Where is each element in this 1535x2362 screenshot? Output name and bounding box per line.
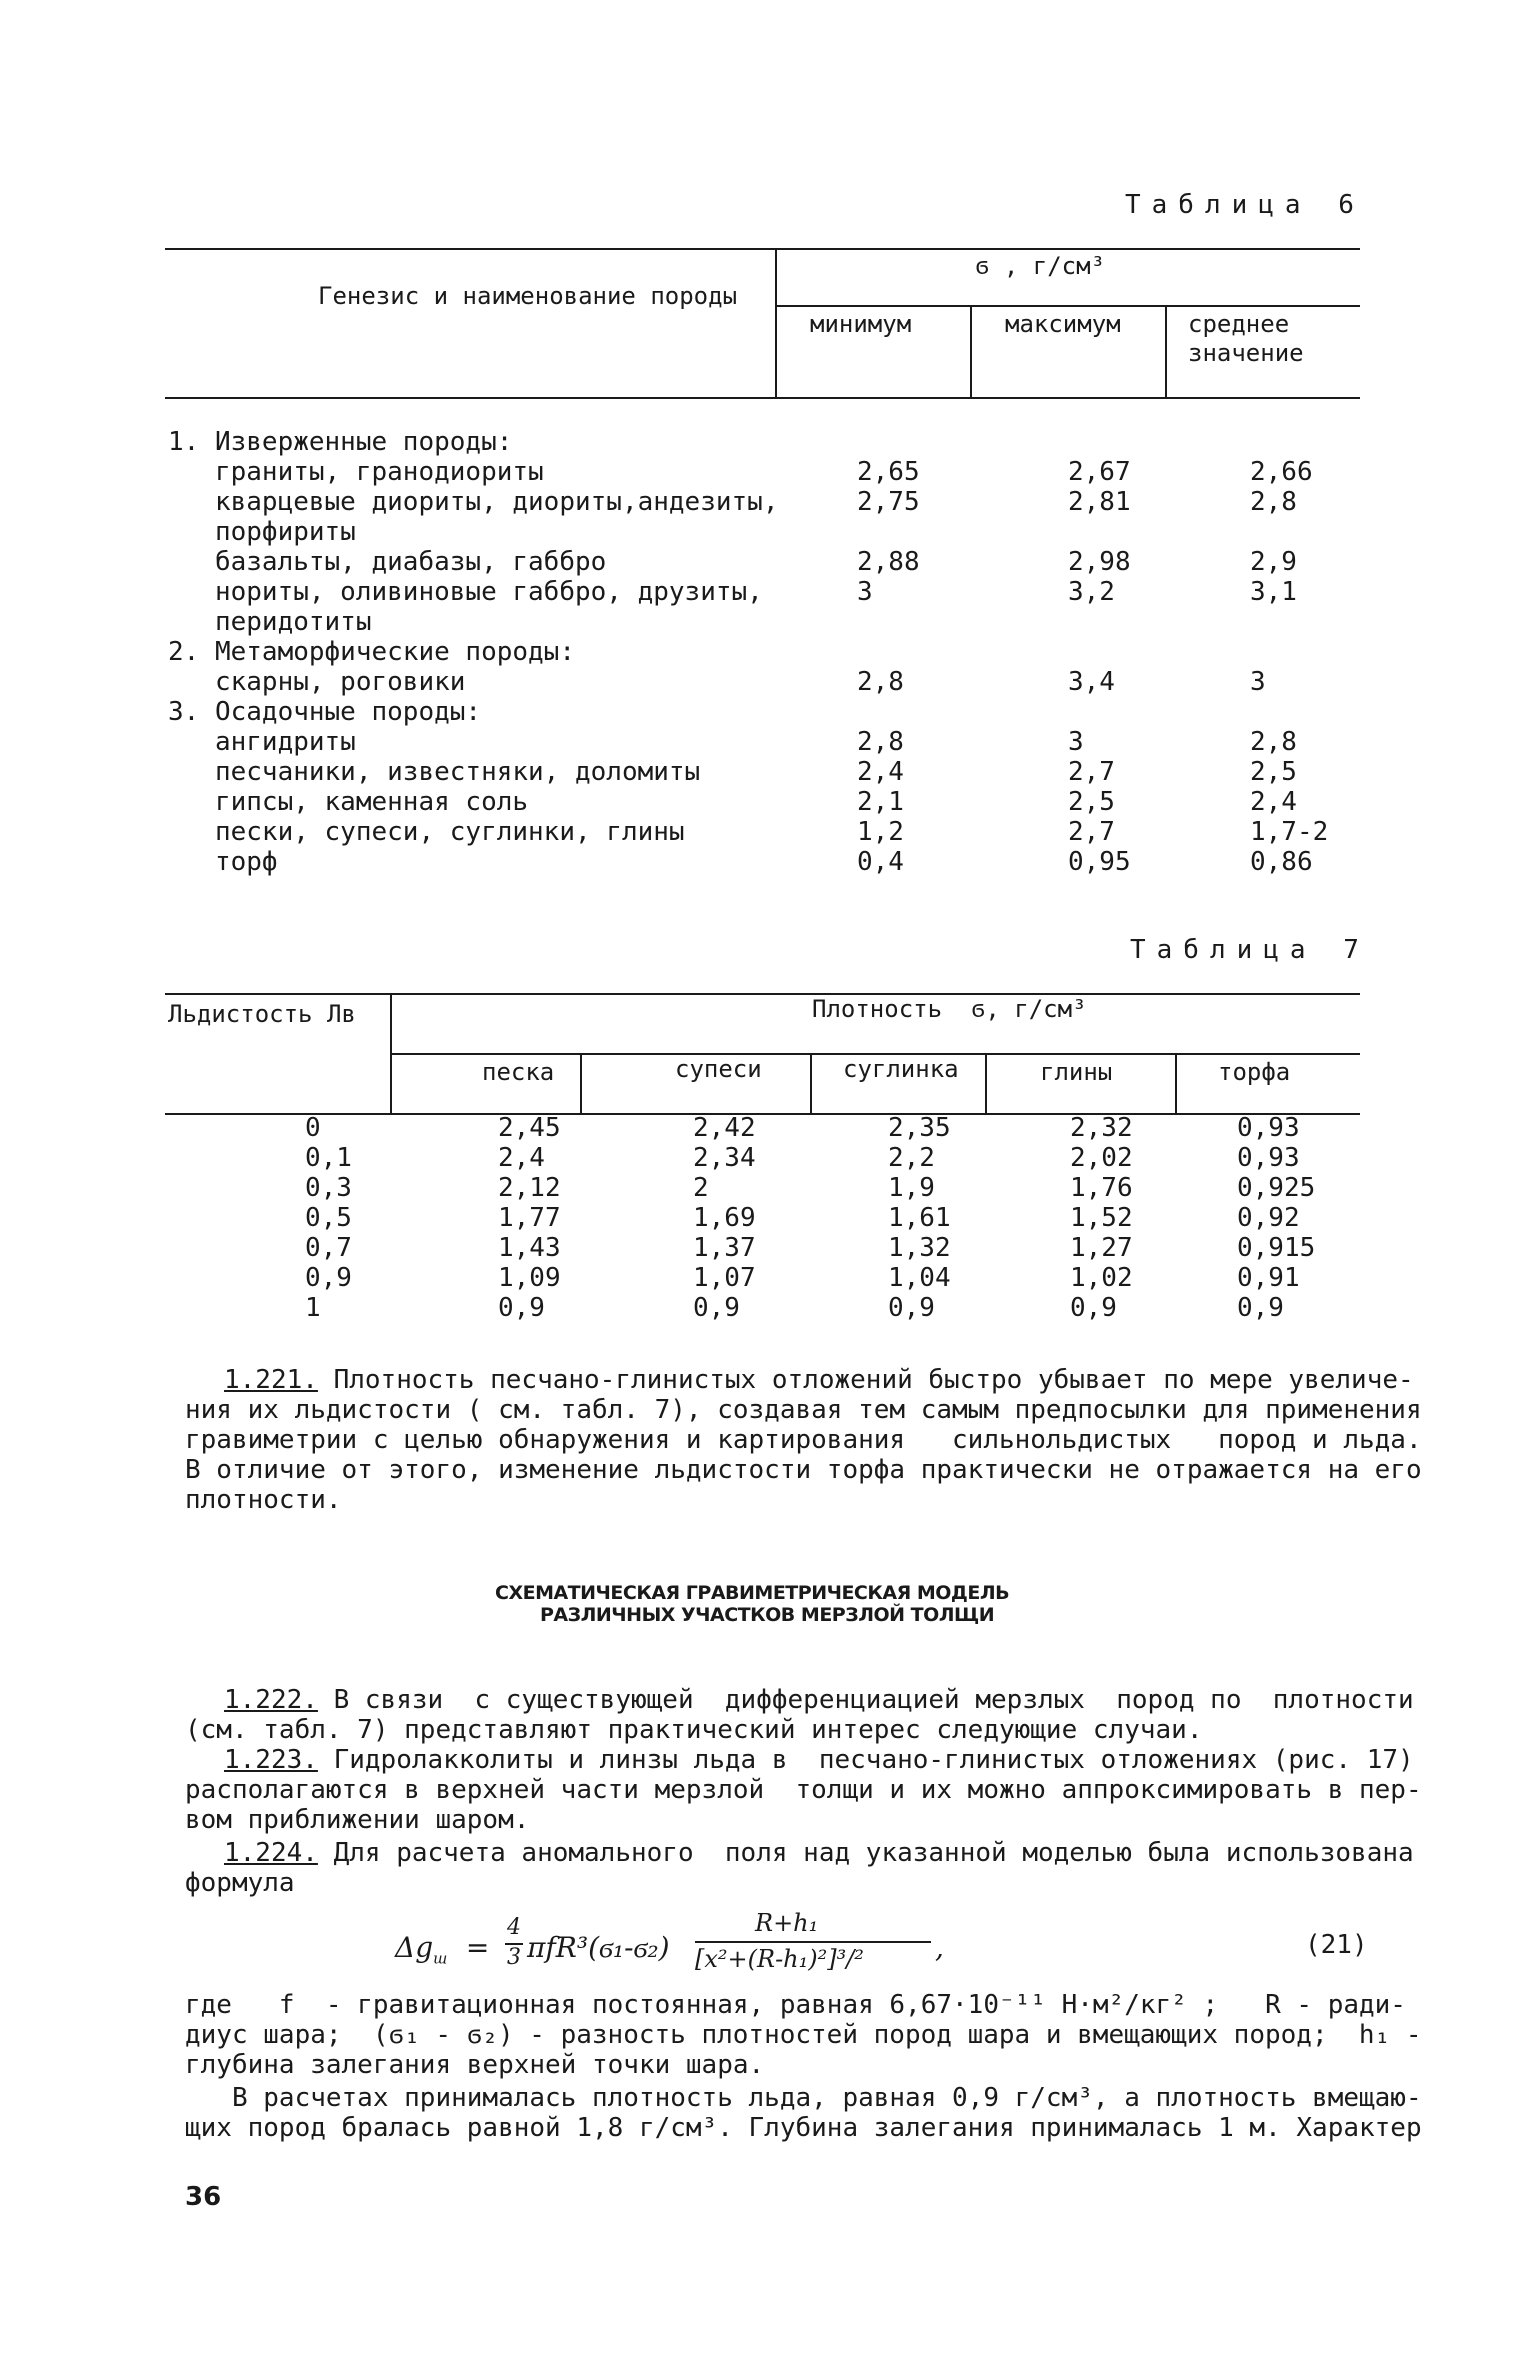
table6-row-label: перидотиты <box>168 607 372 637</box>
table7-cell-ice: 0,3 <box>305 1173 352 1203</box>
table7-vline-5 <box>1175 1053 1177 1115</box>
formula-number: (21) <box>1305 1930 1368 1960</box>
table6-col-min: минимум <box>810 310 912 338</box>
table6-cell-max: 2,7 <box>1068 817 1115 847</box>
table6-cell-avg: 2,8 <box>1250 487 1297 517</box>
table6-vline-3 <box>1165 305 1167 398</box>
formula-frac-den: 3 <box>507 1945 521 1970</box>
table6-cell-max: 2,5 <box>1068 787 1115 817</box>
table6-cell-max: 3,4 <box>1068 667 1115 697</box>
table6-row-label: ангидриты <box>168 727 356 757</box>
table7-cell-sandy-loam: 2,34 <box>693 1143 756 1173</box>
para224-text-1: Для расчета аномального поля над указанной моделью была использована <box>317 1838 1414 1868</box>
para224-line-2: формула <box>185 1868 295 1898</box>
table6-row-label: пески, супеси, суглинки, глины <box>168 817 685 847</box>
table6-vline-2 <box>970 305 972 398</box>
table7-cell-sandy-loam: 2 <box>693 1173 709 1203</box>
formula-equals: = <box>457 1931 499 1964</box>
table6-cell-min: 1,2 <box>857 817 904 847</box>
table7-col-sandy-loam: супеси <box>675 1055 762 1083</box>
table7-cell-ice: 0,5 <box>305 1203 352 1233</box>
table6-row-label: граниты, гранодиориты <box>168 457 544 487</box>
table6-cell-max: 2,81 <box>1068 487 1131 517</box>
table7-vline-3 <box>810 1053 812 1115</box>
table6-row-label: кварцевые диориты, диориты,андезиты, <box>168 487 779 517</box>
table6-cell-max: 2,67 <box>1068 457 1131 487</box>
table6-cell-avg: 1,7-2 <box>1250 817 1329 847</box>
table7-cell-clay: 1,27 <box>1070 1233 1133 1263</box>
para223-line-2: располагаются в верхней части мерзлой толщи и их можно аппроксимировать в пер- <box>185 1775 1422 1805</box>
table7-col-sand: песка <box>482 1058 555 1086</box>
table7-cell-clay: 2,32 <box>1070 1113 1133 1143</box>
table7-col-ice: Льдистость Лв <box>168 1000 356 1028</box>
para222-text-1: В связи с существующей дифференциацией мерзлых пород по плотности <box>317 1685 1414 1715</box>
table6-row-label: песчаники, известняки, доломиты <box>168 757 701 787</box>
table7-cell-clay: 1,76 <box>1070 1173 1133 1203</box>
formula-frac-num: 4 <box>507 1915 521 1940</box>
para224-number: 1.224. <box>224 1838 318 1868</box>
table7-cell-peat: 0,925 <box>1237 1173 1316 1203</box>
para221-line-4: В отличие от этого, изменение льдистости торфа практически не отражается на его <box>185 1455 1422 1485</box>
table6-row-label: базальты, диабазы, габбро <box>168 547 607 577</box>
table7-cell-peat: 0,92 <box>1237 1203 1300 1233</box>
table6-cell-min: 2,1 <box>857 787 904 817</box>
para221-text-1: Плотность песчано-глинистых отложений быстро убывает по мере увеличе- <box>317 1365 1414 1395</box>
table6-cell-min: 2,4 <box>857 757 904 787</box>
table6-cell-avg: 2,4 <box>1250 787 1297 817</box>
page-number: 36 <box>185 2182 222 2212</box>
table7-cell-sand: 1,09 <box>498 1263 561 1293</box>
table7-cell-loam: 0,9 <box>888 1293 935 1323</box>
table6-cell-min: 3 <box>857 577 873 607</box>
para-last-line-2: щих пород бралась равной 1,8 г/см³. Глубина залегания принималась 1 м. Характер <box>185 2113 1422 2143</box>
para223-number: 1.223. <box>224 1745 318 1775</box>
table6-row-label: скарны, роговики <box>168 667 466 697</box>
table7-cell-sandy-loam: 1,37 <box>693 1233 756 1263</box>
table6-cell-max: 2,98 <box>1068 547 1131 577</box>
table7-cell-loam: 2,2 <box>888 1143 935 1173</box>
table6-row-label: 3. Осадочные породы: <box>168 697 482 727</box>
table7-cell-sand: 0,9 <box>498 1293 545 1323</box>
table7-cell-loam: 1,32 <box>888 1233 951 1263</box>
formula-body: πfR³(ϭ₁-ϭ₂) <box>527 1931 670 1964</box>
table7-vline-4 <box>985 1053 987 1115</box>
table7-cell-peat: 0,93 <box>1237 1143 1300 1173</box>
table6-col-avg-1: среднее <box>1188 310 1290 338</box>
table7-vline-1 <box>390 993 392 1115</box>
table7-cell-sand: 1,77 <box>498 1203 561 1233</box>
table7-cell-sandy-loam: 2,42 <box>693 1113 756 1143</box>
para221-number: 1.221. <box>224 1365 318 1395</box>
table7-cell-ice: 0 <box>305 1113 321 1143</box>
table6-cell-min: 2,75 <box>857 487 920 517</box>
para222-line-2: (см. табл. 7) представляют практический интерес следующие случаи. <box>185 1715 1203 1745</box>
table6-cell-avg: 3 <box>1250 667 1266 697</box>
table6-title: Таблица 6 <box>1125 190 1365 220</box>
para-last-line-1: В расчетах принималась плотность льда, равная 0,9 г/см³, а плотность вмещаю- <box>185 2083 1422 2113</box>
table6-cell-avg: 2,66 <box>1250 457 1313 487</box>
table7-cell-loam: 1,9 <box>888 1173 935 1203</box>
table6-header-bottom-rule <box>165 397 1360 399</box>
para222-line-1 <box>224 1685 1414 1715</box>
table6-cell-avg: 0,86 <box>1250 847 1313 877</box>
table7-col-peat: торфа <box>1218 1058 1291 1086</box>
table6-cell-max: 3,2 <box>1068 577 1115 607</box>
formula-tail: , <box>935 1931 944 1964</box>
table7-cell-sandy-loam: 1,07 <box>693 1263 756 1293</box>
section-heading-line-1: СХЕМАТИЧЕСКАЯ ГРАВИМЕТРИЧЕСКАЯ МОДЕЛЬ <box>495 1582 1010 1604</box>
para224-line-1 <box>224 1838 1414 1868</box>
table7-cell-sand: 2,4 <box>498 1143 545 1173</box>
table6-col-max: максимум <box>1005 310 1121 338</box>
where-line-1: где f - гравитационная постоянная, равная 6,67·10⁻¹¹ Н·м²/кг² ; R - ради- <box>185 1990 1406 2020</box>
table6-cell-min: 2,65 <box>857 457 920 487</box>
table7-cell-peat: 0,9 <box>1237 1293 1284 1323</box>
table6-row-label: торф <box>168 847 278 877</box>
table7-title: Таблица 7 <box>1130 935 1370 965</box>
para221-line-2: ния их льдистости ( см. табл. 7), создавая тем самым предпосылки для применения <box>185 1395 1422 1425</box>
table7-top-rule <box>165 993 1360 995</box>
section-heading-line-2: РАЗЛИЧНЫХ УЧАСТКОВ МЕРЗЛОЙ ТОЛЩИ <box>540 1604 995 1626</box>
table7-col-loam: суглинка <box>843 1055 959 1083</box>
where-line-3: глубина залегания верхней точки шара. <box>185 2050 765 2080</box>
para222-number: 1.222. <box>224 1685 318 1715</box>
table6-row-label: порфириты <box>168 517 356 547</box>
table6-row-label: 1. Изверженные породы: <box>168 427 513 457</box>
formula-rhs-bar <box>695 1941 931 1943</box>
table7-cell-sand: 1,43 <box>498 1233 561 1263</box>
formula-rhs-num: R+h₁ <box>755 1909 819 1937</box>
table6-col-rho: ϭ , г/см³ <box>975 252 1105 280</box>
table6-col-main: Генезис и наименование породы <box>318 282 738 310</box>
table6-subheader-rule <box>775 305 1360 307</box>
table7-cell-ice: 0,7 <box>305 1233 352 1263</box>
table7-col-clay: глины <box>1040 1058 1113 1086</box>
table6-cell-min: 2,88 <box>857 547 920 577</box>
table6-cell-max: 2,7 <box>1068 757 1115 787</box>
table6-row-label: 2. Метаморфические породы: <box>168 637 575 667</box>
para223-text-1: Гидролакколиты и линзы льда в песчано-глинистых отложениях (рис. 17) <box>317 1745 1414 1775</box>
table7-vline-2 <box>580 1053 582 1115</box>
table7-cell-sandy-loam: 0,9 <box>693 1293 740 1323</box>
table7-cell-ice: 0,9 <box>305 1263 352 1293</box>
table6-cell-avg: 2,8 <box>1250 727 1297 757</box>
table7-cell-clay: 1,02 <box>1070 1263 1133 1293</box>
para221-line-3: гравиметрии с целью обнаружения и картирования сильнольдистых пород и льда. <box>185 1425 1422 1455</box>
table7-header-bottom-rule <box>165 1113 1360 1115</box>
table6-cell-avg: 2,5 <box>1250 757 1297 787</box>
table7-cell-peat: 0,915 <box>1237 1233 1316 1263</box>
table6-cell-avg: 3,1 <box>1250 577 1297 607</box>
formula-lhs: $\Delta g_ш$ <box>395 1931 448 1968</box>
table6-cell-max: 0,95 <box>1068 847 1131 877</box>
table7-cell-loam: 1,61 <box>888 1203 951 1233</box>
table6-row-label: гипсы, каменная соль <box>168 787 529 817</box>
table7-cell-clay: 0,9 <box>1070 1293 1117 1323</box>
table7-cell-peat: 0,93 <box>1237 1113 1300 1143</box>
table6-vline-1 <box>775 248 777 398</box>
table6-cell-max: 3 <box>1068 727 1084 757</box>
table7-cell-clay: 1,52 <box>1070 1203 1133 1233</box>
para221-line-5: плотности. <box>185 1485 342 1515</box>
formula-21 <box>395 1909 944 1985</box>
table7-cell-ice: 0,1 <box>305 1143 352 1173</box>
table6-top-rule <box>165 248 1360 250</box>
para223-line-1 <box>224 1745 1414 1775</box>
table7-cell-ice: 1 <box>305 1293 321 1323</box>
table7-cell-loam: 1,04 <box>888 1263 951 1293</box>
para221-line-1 <box>224 1365 1414 1395</box>
formula-rhs-den: [x²+(R-h₁)²]³/² <box>695 1945 864 1973</box>
table6-row-label: нориты, оливиновые габбро, друзиты, <box>168 577 763 607</box>
table7-cell-clay: 2,02 <box>1070 1143 1133 1173</box>
table7-cell-loam: 2,35 <box>888 1113 951 1143</box>
table6-cell-min: 2,8 <box>857 667 904 697</box>
table7-cell-sand: 2,12 <box>498 1173 561 1203</box>
table6-cell-avg: 2,9 <box>1250 547 1297 577</box>
table6-col-avg-2: значение <box>1188 339 1304 367</box>
table6-cell-min: 0,4 <box>857 847 904 877</box>
table7-cell-sandy-loam: 1,69 <box>693 1203 756 1233</box>
table6-cell-min: 2,8 <box>857 727 904 757</box>
where-line-2: диус шара; (ϭ₁ - ϭ₂) - разность плотностей пород шара и вмещающих пород; h₁ - <box>185 2020 1422 2050</box>
table7-cell-peat: 0,91 <box>1237 1263 1300 1293</box>
table7-cell-sand: 2,45 <box>498 1113 561 1143</box>
para223-line-3: вом приближении шаром. <box>185 1805 530 1835</box>
table7-col-density: Плотность ϭ, г/см³ <box>812 995 1087 1023</box>
